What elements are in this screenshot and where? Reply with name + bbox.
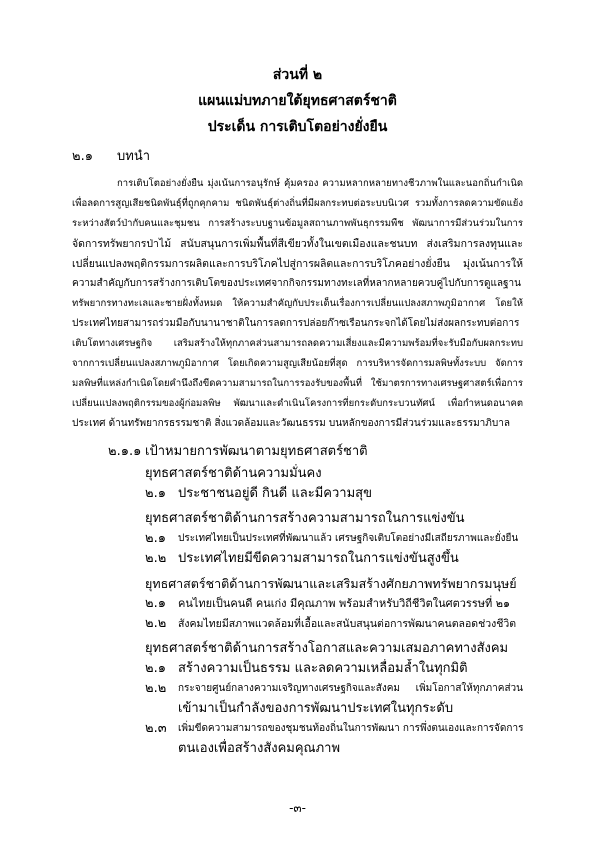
goal-item xyxy=(72,529,523,549)
goal-number: ๒.๒ xyxy=(145,681,167,696)
goal-text: กระจายศูนย์กลางความเจริญทางเศรษฐกิจและสังคม เพิ่มโอกาสให้ทุกภาคส่วน xyxy=(178,683,523,694)
goal-number: ๒.๑ xyxy=(145,661,166,676)
paragraph-line: เปลี่ยนแปลงพฤติกรรมการผลิตและการบริโภคไปสู่การผลิตและการบริโภคอย่างยั่งยืน มุ่งเน้นการให้ xyxy=(72,258,523,270)
goal-text: สร้างความเป็นธรรม และลดความเหลื่อมล้ำในทุกมิติ xyxy=(178,661,468,676)
page-number: -๓- xyxy=(289,801,306,815)
strategy-group-social-equality xyxy=(72,639,523,759)
strategy-heading: ยุทธศาสตร์ชาติด้านความมั่นคง xyxy=(145,466,322,481)
paragraph-line: มลพิษที่แหล่งกำเนิดโดยคำนึงถึงขีดความสามารถในการรองรับของพื้นที่ ใช้มาตรการทางเศรษฐศาสตร์เพื่อการ xyxy=(72,378,523,389)
goal-item xyxy=(72,679,523,699)
goal-number: ๒.๑ xyxy=(145,486,166,501)
section-number: ๒.๑ xyxy=(72,149,93,164)
part-label: ส่วนที่ ๒ xyxy=(272,67,323,83)
paragraph-line: ความสำคัญกับการสร้างการเติบโตของประเทศจากกิจกรรมทางทะเลที่หลากหลายควบคู่ไปกับการดูแลฐาน xyxy=(72,278,521,289)
goal-number: ๒.๒ xyxy=(145,551,167,566)
strategy-group-security xyxy=(72,464,523,504)
paragraph-line: จากการเปลี่ยนแปลงสภาพภูมิอากาศ โดยเกิดความสูญเสียน้อยที่สุด การบริหารจัดการมลพิษทั้งระบบ จัดการ xyxy=(72,358,523,369)
paragraph-line: การเติบโตอย่างยั่งยืน มุ่งเน้นการอนุรักษ์ คุ้มครอง ความหลากหลายทางชีวภาพในและนอกถิ่นกำเนิด xyxy=(117,178,523,189)
strategy-heading: ยุทธศาสตร์ชาติด้านการสร้างความสามารถในการแข่งขัน xyxy=(145,511,465,526)
paragraph-line: ประเทศไทยสามารถร่วมมือกับนานาชาติในการลดการปล่อยก๊าซเรือนกระจกได้โดยไม่ส่งผลกระทบต่อการ xyxy=(72,318,520,329)
goal-number: ๒.๑ xyxy=(145,531,166,546)
strategy-heading: ยุทธศาสตร์ชาติด้านการสร้างโอกาสและความเสมอภาคทางสังคม xyxy=(145,641,509,656)
goals-section-heading xyxy=(72,442,523,462)
goal-continuation xyxy=(72,739,523,759)
goal-item xyxy=(72,614,523,634)
goal-item xyxy=(72,549,523,569)
goal-number: ๒.๓ xyxy=(145,721,167,736)
goal-number: ๒.๑ xyxy=(145,596,166,611)
goal-text: คนไทยเป็นคนดี คนเก่ง มีคุณภาพ พร้อมสำหรับวิถีชีวิตในศตวรรษที่ ๒๑ xyxy=(178,597,510,610)
goal-item xyxy=(72,484,523,504)
goal-text: สังคมไทยมีสภาพแวดล้อมที่เอื้อและสนับสนุนต่อการพัฒนาคนตลอดช่วงชีวิต xyxy=(178,618,517,630)
paragraph-line: เพื่อลดการสูญเสียชนิดพันธุ์ที่ถูกคุกคาม ชนิดพันธุ์ต่างถิ่นที่มีผลกระทบต่อระบบนิเวศ รวมทั้งการลดความขัดแย้ง xyxy=(72,198,523,209)
goal-item xyxy=(72,594,523,614)
strategy-group-competitiveness xyxy=(72,509,523,569)
goal-text: ประเทศไทยมีขีดความสามารถในการแข่งขันสูงขึ้น xyxy=(178,551,459,566)
paragraph-line: จัดการทรัพยากรป่าไม้ สนับสนุนการเพิ่มพื้นที่สีเขียวทั้งในเขตเมืองและชนบท ส่งเสริมการลงทุนและ xyxy=(72,238,523,250)
paragraph-line: ประเทศ ด้านทรัพยากรธรรมชาติ สิ่งแวดล้อมและวัฒนธรรม บนหลักของการมีส่วนร่วมและธรรมาภิบาล xyxy=(72,418,510,429)
goal-text: เข้ามาเป็นกำลังของการพัฒนาประเทศในทุกระดับ xyxy=(178,701,454,716)
goal-continuation xyxy=(72,699,523,719)
goal-text: ประเทศไทยเป็นประเทศที่พัฒนาแล้ว เศรษฐกิจเติบโตอย่างมีเสถียรภาพและยั่งยืน xyxy=(178,533,519,544)
paragraph-line: เปลี่ยนแปลงพฤติกรรมของผู้ก่อมลพิษ พัฒนาและดำเนินโครงการที่ยกระดับกระบวนทัศน์ เพื่อกำหนดอนาคต xyxy=(72,398,523,409)
subsection-title: เป้าหมายการพัฒนาตามยุทธศาสตร์ชาติ xyxy=(145,444,368,459)
document-body xyxy=(72,147,523,759)
goal-text: เพิ่มขีดความสามารถของชุมชนท้องถิ่นในการพัฒนา การพึ่งตนเองและการจัดการ xyxy=(178,723,523,734)
issue-title: ประเด็น การเติบโตอย่างยั่งยืน xyxy=(207,119,388,135)
intro-section-heading xyxy=(72,147,523,167)
goal-text: ประชาชนอยู่ดี กินดี และมีความสุข xyxy=(178,486,372,501)
strategy-group-human-resources xyxy=(72,574,523,634)
paragraph-line: ทรัพยากรทางทะเลและชายฝั่งทั้งหมด ให้ความสำคัญกับประเด็นเรื่องการเปลี่ยนแปลงสภาพภูมิอากาศ โดยให้ xyxy=(72,298,523,309)
strategy-heading: ยุทธศาสตร์ชาติด้านการพัฒนาและเสริมสร้างศักยภาพทรัพยากรมนุษย์ xyxy=(145,576,517,591)
document-title xyxy=(0,62,595,140)
paragraph-line: ระหว่างสัตว์ป่ากับคนและชุมชน การสร้างระบบฐานข้อมูลสถานภาพพันธุกรรมพืช พัฒนาการมีส่วนร่วมในการ xyxy=(72,218,523,229)
subsection-number: ๒.๑.๑ xyxy=(108,444,142,459)
section-title: บทนำ xyxy=(117,149,151,164)
goal-number: ๒.๒ xyxy=(145,616,167,631)
plan-title: แผนแม่บทภายใต้ยุทธศาสตร์ชาติ xyxy=(198,93,397,109)
goal-text: ตนเองเพื่อสร้างสังคมคุณภาพ xyxy=(178,741,341,756)
paragraph-line: เติบโตทางเศรษฐกิจ เสริมสร้างให้ทุกภาคส่วนสามารถลดความเสี่ยงและมีความพร้อมที่จะรับมือกับผลกระทบ xyxy=(72,338,523,349)
goal-item xyxy=(72,659,523,679)
intro-paragraph xyxy=(72,174,523,434)
goal-item xyxy=(72,719,523,739)
